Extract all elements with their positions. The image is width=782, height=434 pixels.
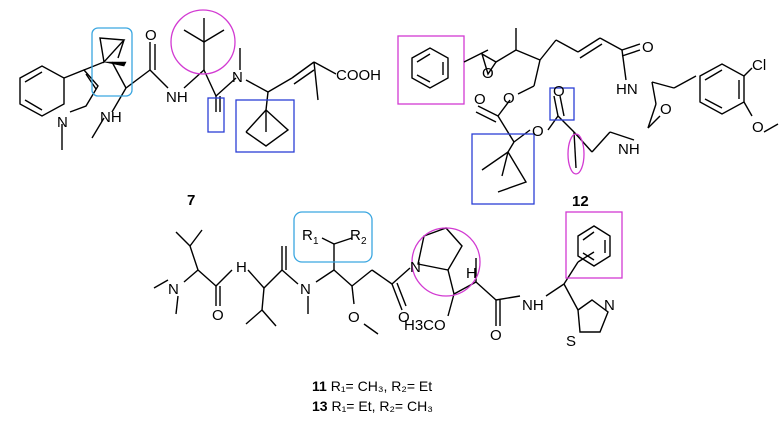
atom-label: O: [532, 123, 544, 140]
backbone-bond: [448, 270, 454, 294]
cyclopropane-wedge: [104, 62, 126, 66]
atom-label: S: [566, 333, 577, 350]
indole-benzene-ring: [20, 66, 64, 116]
ring-bond: [652, 82, 674, 88]
backbone-bond: [352, 270, 372, 286]
atom-label: O: [348, 309, 360, 326]
backbone-bond: [476, 282, 496, 300]
legend-number: 13: [312, 398, 328, 414]
legend-line-11: [312, 378, 432, 394]
phenyl-inner-bond: [583, 232, 594, 240]
isopropyl: [246, 310, 262, 324]
atom-label: N: [300, 281, 311, 298]
phenyl-inner-bond: [583, 253, 594, 260]
methoxy-methyl: [764, 124, 778, 132]
atom-label: O: [474, 91, 486, 108]
chlorophenyl-ring: [700, 64, 744, 114]
methoxy-bond: [352, 286, 354, 304]
ring-bond: [514, 130, 530, 142]
n-methyl: [176, 296, 178, 314]
atom-label: O: [398, 309, 410, 326]
legend-number: 11: [312, 378, 327, 394]
acid-label: COOH: [336, 67, 381, 84]
chain-bond: [556, 40, 578, 52]
atom-label: NH: [166, 89, 188, 106]
atom-label: H: [466, 265, 477, 282]
alkene-bond: [292, 62, 314, 78]
cage-ring: [482, 152, 526, 192]
ring-bond: [652, 82, 656, 104]
atom-label: O: [503, 90, 515, 107]
isopropyl: [176, 232, 190, 246]
backbone-bond: [268, 78, 292, 92]
ring-bond: [558, 116, 574, 132]
atom-label: HN: [616, 81, 638, 98]
chain-bond: [496, 50, 516, 62]
atom-label: N: [232, 69, 243, 86]
backbone-bond: [246, 80, 268, 92]
compound-7-structure: [20, 10, 381, 209]
alkene-methyl: [314, 62, 318, 100]
atom-label: 1: [313, 236, 319, 247]
atom-label: R: [302, 227, 313, 244]
highlight-pyrrolidine: [412, 228, 480, 296]
ring-bond: [534, 60, 540, 86]
carbonyl-bond: [392, 284, 402, 310]
methoxy-methyl: [364, 324, 378, 334]
benzyl-bond: [674, 76, 696, 88]
ring-bond: [592, 132, 610, 152]
methoxy-bond: [744, 102, 752, 116]
bicyclic-ring: [246, 110, 288, 146]
atom-label: N: [168, 281, 179, 298]
atom-label: O: [490, 327, 502, 344]
atom-label: N: [604, 297, 615, 314]
backbone-bond: [248, 270, 264, 288]
indole-pyrrole-ring: [64, 70, 98, 112]
atom-label: O: [212, 307, 224, 324]
backbone-bond: [264, 270, 282, 288]
legend-text: R₁= CH₃, R₂= Et: [326, 378, 433, 394]
isopropyl: [262, 288, 264, 310]
highlight-cage: [472, 134, 534, 204]
isopropyl: [190, 246, 198, 270]
bicyclic-stem: [266, 92, 268, 110]
atom-label: O: [660, 101, 672, 118]
ring-bond: [518, 86, 534, 94]
linker-bond: [84, 62, 104, 70]
thiazole-bond: [564, 284, 578, 310]
atom-label: O: [482, 65, 494, 82]
alkene-bond-2: [580, 44, 602, 58]
atom-label: Cl: [752, 57, 767, 74]
methoxy-bond: [448, 294, 454, 316]
ring-bond: [498, 116, 514, 142]
compound-11-structure: [154, 212, 622, 350]
carbonyl-bond: [622, 44, 640, 50]
atom-label: O: [553, 83, 565, 100]
atom-label: NH: [100, 109, 122, 126]
atom-label: NH: [618, 141, 640, 158]
amide-bond: [282, 270, 298, 284]
ring-bond: [610, 132, 634, 140]
atom-label: O: [145, 27, 157, 44]
side-chain: [322, 238, 334, 244]
backbone-bond: [334, 270, 352, 286]
phenyl-inner-bond: [417, 54, 430, 62]
amide-bond: [496, 296, 520, 300]
tbu-branch: [184, 30, 204, 42]
carbonyl-bond-2: [622, 50, 640, 56]
isopropyl: [262, 310, 276, 326]
amide-bond: [150, 70, 168, 88]
alkene-bond: [578, 38, 600, 52]
atom-label: 2: [361, 236, 367, 247]
compound-12-number: 12: [572, 193, 589, 210]
atom-label: N: [410, 259, 421, 276]
backbone-bond: [372, 270, 392, 284]
backbone-bond: [198, 270, 216, 286]
isopropyl: [190, 230, 202, 246]
n-methyl: [154, 280, 168, 288]
atom-label: NH: [522, 297, 544, 314]
pyrrolidine-ring: [418, 228, 462, 270]
compound-12-structure: [398, 28, 778, 210]
chain-bond: [516, 50, 540, 60]
amide-bond: [392, 268, 410, 284]
backbone-bond: [126, 70, 150, 88]
legend-line-13: [312, 398, 433, 414]
backbone-bond: [184, 270, 198, 282]
chain-bond: [540, 40, 556, 60]
chain-bond: [600, 38, 622, 50]
atom-label: R: [350, 227, 361, 244]
compound-7-number: 7: [187, 192, 196, 209]
highlight-bicyclic: [236, 100, 294, 152]
atom-label: O: [642, 39, 654, 56]
highlight-phenyl: [398, 36, 464, 104]
alkene-bond-2: [294, 70, 314, 84]
chloro-bond: [744, 68, 752, 76]
legend-text: R₁= Et, R₂= CH₃: [327, 398, 433, 414]
acid-bond: [314, 62, 336, 74]
carbonyl-bond-2: [397, 283, 406, 306]
backbone-bond: [316, 270, 334, 282]
alpha-methyl: [574, 132, 576, 168]
tbu-branch: [204, 30, 224, 42]
atom-label: O: [752, 119, 764, 136]
atom-label: H3CO: [404, 317, 446, 334]
backbone-bond: [546, 284, 564, 296]
cage-stem: [508, 142, 514, 152]
phenyl-inner-bond: [417, 75, 430, 82]
atom-label: N: [57, 114, 68, 131]
atom-label: H: [236, 259, 247, 276]
amide-bond: [216, 270, 232, 286]
